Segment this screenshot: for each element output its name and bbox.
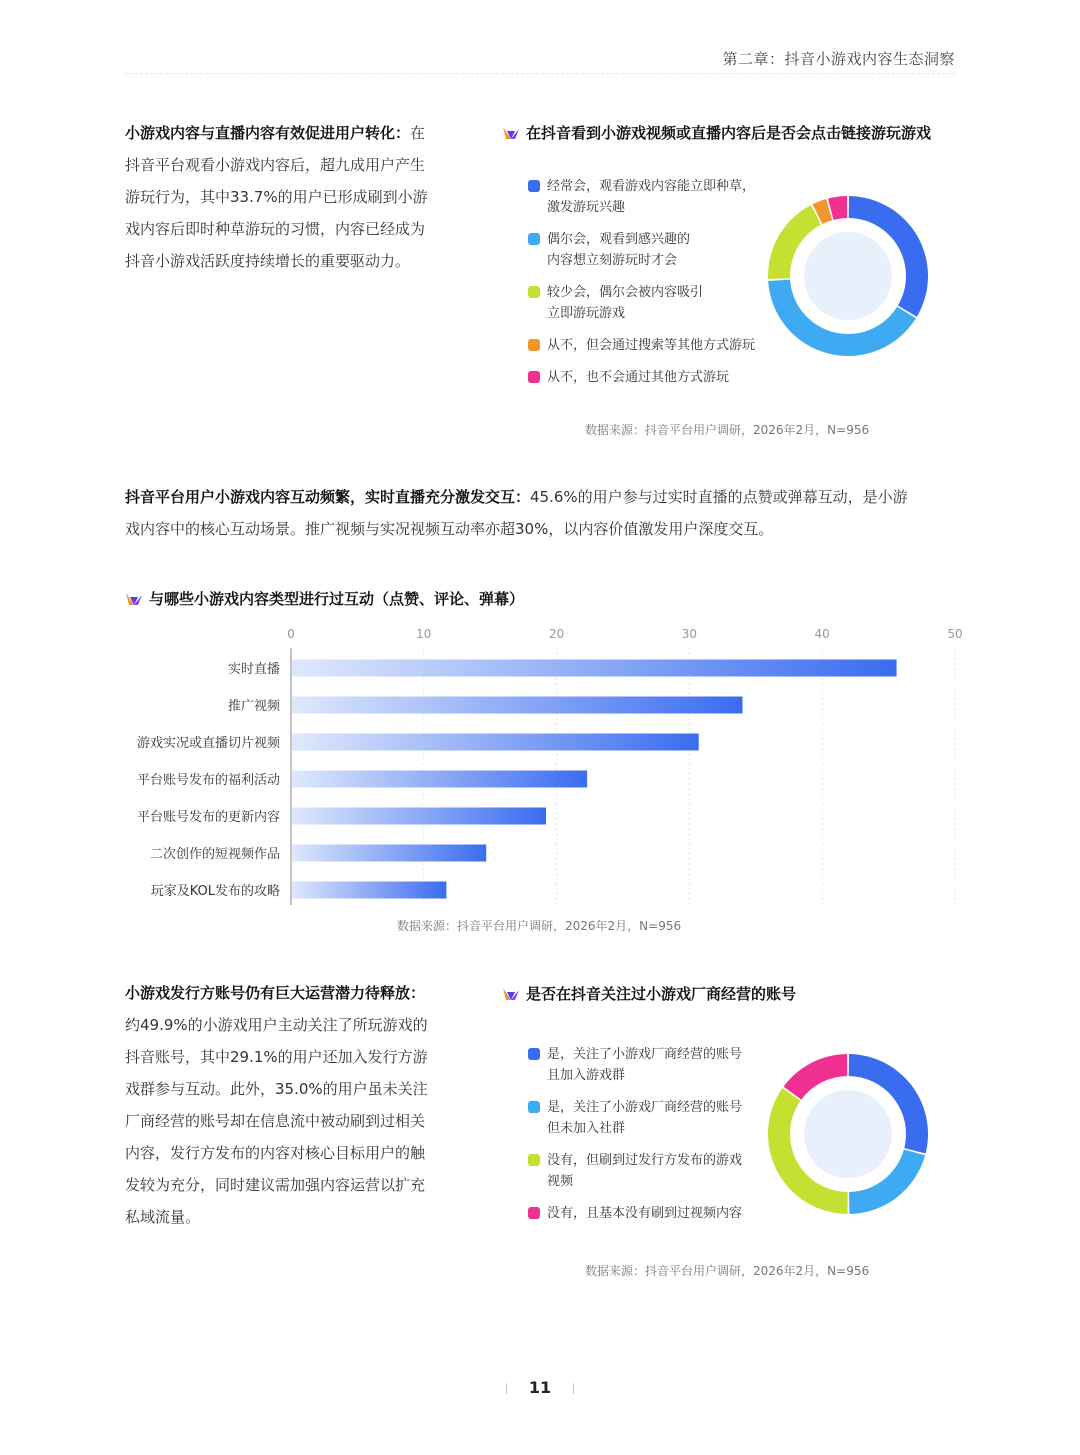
section1-paragraph bbox=[125, 117, 455, 277]
donut2-legend bbox=[528, 1044, 778, 1235]
x-tick-label: 40 bbox=[814, 627, 830, 641]
section2-paragraph bbox=[125, 481, 965, 545]
chart-logo-icon bbox=[502, 125, 520, 141]
legend-swatch bbox=[528, 1207, 540, 1219]
section3-para-line-1: 约49.9%的小游戏用户主动关注了所玩游戏的 bbox=[125, 1016, 428, 1034]
donut1-legend bbox=[528, 176, 788, 399]
legend-swatch bbox=[528, 1101, 540, 1113]
category-label: 平台账号发布的福利活动 bbox=[136, 773, 280, 788]
bar bbox=[292, 771, 587, 788]
legend-item: 从不，也不会通过其他方式游玩 bbox=[528, 367, 788, 388]
category-label: 游戏实况或直播切片视频 bbox=[136, 736, 280, 751]
bar-chart-source: 数据来源：抖音平台用户调研，2026年2月，N=956 bbox=[397, 919, 682, 933]
section2-para-line-2: 戏内容中的核心互动场景。推广视频与实况视频互动率亦超30%，以内容价值激发用户深度交互。 bbox=[125, 520, 774, 538]
legend-item: 是，关注了小游戏厂商经营的账号 且加入游戏群 bbox=[528, 1044, 778, 1086]
donut-center bbox=[804, 1090, 892, 1178]
section1-para-bold: 小游戏内容与直播内容有效促进用户转化： bbox=[125, 124, 411, 142]
donut2-source: 数据来源：抖音平台用户调研，2026年2月，N=956 bbox=[585, 1264, 870, 1278]
legend-swatch bbox=[528, 180, 540, 192]
bar bbox=[292, 808, 546, 825]
legend-swatch bbox=[528, 1154, 540, 1166]
x-tick-label: 50 bbox=[947, 627, 963, 641]
bar bbox=[292, 882, 446, 899]
section3-para-line-3: 戏群参与互动。此外，35.0%的用户虽未关注 bbox=[125, 1080, 428, 1098]
legend-swatch bbox=[528, 339, 540, 351]
legend-item: 没有，且基本没有刷到过视频内容 bbox=[528, 1203, 778, 1224]
legend-item: 从不，但会通过搜索等其他方式游玩 bbox=[528, 335, 788, 356]
category-label: 玩家及KOL发布的攻略 bbox=[150, 884, 280, 899]
donut1-source: 数据来源：抖音平台用户调研，2026年2月，N=956 bbox=[585, 423, 870, 437]
section3-para-bold: 小游戏发行方账号仍有巨大运营潜力待释放： bbox=[125, 984, 426, 1002]
section2-para-bold: 抖音平台用户小游戏内容互动频繁，实时直播充分激发交互： bbox=[125, 488, 531, 506]
chart-logo-icon bbox=[125, 591, 143, 607]
category-label: 实时直播 bbox=[227, 662, 280, 677]
section1-para-line-1: 小游戏内容与直播内容有效促进用户转化：在 bbox=[125, 124, 426, 142]
bar bbox=[292, 845, 486, 862]
section3-para-line-2: 抖音账号，其中29.1%的用户还加入发行方游 bbox=[125, 1048, 428, 1066]
legend-swatch bbox=[528, 286, 540, 298]
category-label: 平台账号发布的更新内容 bbox=[136, 810, 280, 825]
donut-chart-2 bbox=[762, 1048, 934, 1220]
page-number: 11 bbox=[0, 1378, 1080, 1397]
chart-logo-icon bbox=[502, 986, 520, 1002]
section1-para-line-3: 游玩行为，其中33.7%的用户已形成刷到小游 bbox=[125, 188, 428, 206]
legend-swatch bbox=[528, 1048, 540, 1060]
bar bbox=[292, 697, 743, 714]
section3-para-line-6: 发较为充分，同时建议需加强内容运营以扩充 bbox=[125, 1176, 426, 1194]
legend-item: 是，关注了小游戏厂商经营的账号 但未加入社群 bbox=[528, 1097, 778, 1139]
legend-swatch bbox=[528, 371, 540, 383]
category-label: 二次创作的短视频作品 bbox=[149, 847, 280, 862]
category-label: 推广视频 bbox=[227, 699, 280, 714]
x-tick-label: 20 bbox=[548, 627, 565, 641]
bar-chart bbox=[110, 620, 980, 915]
section1-para-line-2: 抖音平台观看小游戏内容后，超九成用户产生 bbox=[125, 156, 426, 174]
bar-chart-title: 与哪些小游戏内容类型进行过互动（点赞、评论、弹幕） bbox=[125, 588, 524, 609]
section3-para-line-4: 厂商经营的账号却在信息流中被动刷到过相关 bbox=[125, 1112, 426, 1130]
bar bbox=[292, 660, 897, 677]
section1-para-line-5: 抖音小游戏活跃度持续增长的重要驱动力。 bbox=[125, 252, 411, 270]
x-tick-label: 10 bbox=[416, 627, 432, 641]
header-divider bbox=[125, 73, 955, 74]
donut-center bbox=[804, 232, 892, 320]
section3-para-line-7: 私域流量。 bbox=[125, 1208, 201, 1226]
legend-item: 没有，但刷到过发行方发布的游戏 视频 bbox=[528, 1150, 778, 1192]
donut1-title: 在抖音看到小游戏视频或直播内容后是否会点击链接游玩游戏 bbox=[502, 122, 931, 143]
section1-para-line-4: 戏内容后即时种草游玩的习惯，内容已经成为 bbox=[125, 220, 426, 238]
x-tick-label: 0 bbox=[287, 627, 295, 641]
section3-paragraph bbox=[125, 977, 455, 1233]
x-tick-label: 30 bbox=[681, 627, 698, 641]
section3-para-line-5: 内容，发行方发布的内容对核心目标用户的触 bbox=[125, 1144, 426, 1162]
section2-para-line-1: 抖音平台用户小游戏内容互动频繁，实时直播充分激发交互：45.6%的用户参与过实时直播的点赞或弹幕互动，是小游 bbox=[125, 488, 908, 506]
donut-chart-1 bbox=[762, 190, 934, 362]
donut2-title: 是否在抖音关注过小游戏厂商经营的账号 bbox=[502, 983, 796, 1004]
legend-item: 较少会，偶尔会被内容吸引 立即游玩游戏 bbox=[528, 282, 788, 324]
legend-item: 偶尔会，观看到感兴趣的 内容想立刻游玩时才会 bbox=[528, 229, 788, 271]
bar bbox=[292, 734, 699, 751]
header-title: 第二章：抖音小游戏内容生态洞察 bbox=[722, 50, 955, 68]
legend-swatch bbox=[528, 233, 540, 245]
legend-item: 经常会，观看游戏内容能立即种草， 激发游玩兴趣 bbox=[528, 176, 788, 218]
